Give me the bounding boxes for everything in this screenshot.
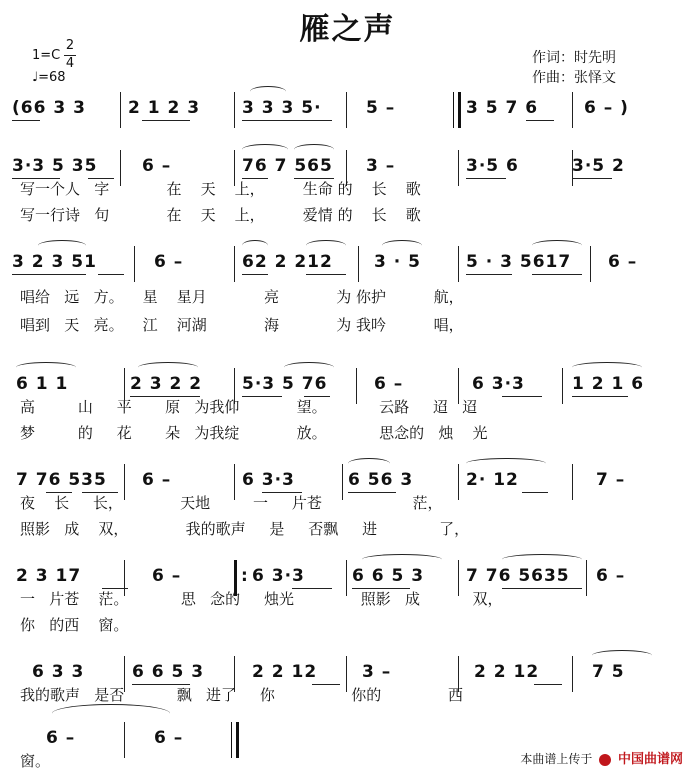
measure: 3 – bbox=[366, 156, 396, 176]
tie bbox=[52, 704, 170, 723]
measure: 3 2 3 51 bbox=[12, 252, 97, 272]
measure: 3·5 2 bbox=[572, 156, 625, 176]
measure: 6 3·3 bbox=[472, 374, 525, 394]
measure: 6 56 3 bbox=[348, 470, 414, 490]
barline bbox=[346, 92, 347, 128]
measure: 5 · 3 5617 bbox=[466, 252, 572, 272]
lyric-line: 唱给 远 方。 星 星月 亮 为 你护 航， bbox=[20, 288, 464, 306]
slur bbox=[294, 144, 334, 155]
beam bbox=[466, 274, 512, 275]
measure: 6 – bbox=[608, 252, 638, 272]
barline bbox=[590, 246, 591, 282]
measure: 7 5 bbox=[592, 662, 625, 682]
measure: 6 – bbox=[596, 566, 626, 586]
barline bbox=[134, 246, 135, 282]
measure: 6 – bbox=[142, 470, 172, 490]
lyric-line: 高 山 平 原 为我仰 望。 云路 迢 迢 bbox=[20, 398, 478, 416]
site-logo-icon bbox=[599, 754, 611, 766]
measure: 2 3 2 2 bbox=[130, 374, 203, 394]
measure: 3 3 3 5· bbox=[242, 98, 322, 118]
notes-row bbox=[12, 92, 672, 128]
slur bbox=[38, 240, 86, 251]
lyric-line: 写一行诗 句 在 天 上， 爱情 的 长 歌 bbox=[20, 206, 421, 224]
beam bbox=[12, 274, 86, 275]
measure: (66 3 3 bbox=[12, 98, 86, 118]
measure: 7 76 535 bbox=[16, 470, 107, 490]
beam bbox=[142, 120, 190, 121]
barline bbox=[234, 246, 235, 282]
notes-row bbox=[12, 246, 672, 282]
measure: 3 · 5 bbox=[374, 252, 421, 272]
measure: 6 – bbox=[154, 728, 184, 748]
slur bbox=[242, 144, 288, 155]
measure: 62 2 212 bbox=[242, 252, 333, 272]
measure: 6 – ) bbox=[584, 98, 629, 118]
beam bbox=[12, 120, 40, 121]
measure: 1 2 1 6 bbox=[572, 374, 645, 394]
slur bbox=[306, 240, 346, 251]
measure: 76 7 565 bbox=[242, 156, 333, 176]
measure: 6 – bbox=[46, 728, 76, 748]
measure: 2 3 17 bbox=[16, 566, 82, 586]
slur bbox=[382, 240, 422, 251]
barline bbox=[234, 92, 235, 128]
beam bbox=[242, 120, 332, 121]
time-signature-bottom: 4 bbox=[65, 56, 75, 71]
key-signature: 1=C bbox=[32, 48, 61, 63]
measure: 2 1 2 3 bbox=[128, 98, 201, 118]
lyricist: 作词：时先明 bbox=[532, 50, 616, 66]
slur bbox=[532, 240, 582, 251]
measure: 6 3 3 bbox=[32, 662, 85, 682]
slur bbox=[592, 650, 652, 661]
slur bbox=[284, 362, 334, 373]
beam bbox=[98, 274, 124, 275]
slur bbox=[502, 554, 582, 565]
tempo-marking: ♩=68 bbox=[32, 70, 66, 85]
barline bbox=[358, 246, 359, 282]
measure: 6 6 5 3 bbox=[132, 662, 205, 682]
barline-double bbox=[458, 92, 461, 128]
measure: 7 – bbox=[596, 470, 626, 490]
slur bbox=[138, 362, 198, 373]
credits bbox=[532, 48, 616, 88]
measure: 3·3 5 35 bbox=[12, 156, 98, 176]
lyric-line: 窗。 bbox=[20, 752, 51, 770]
lyric-line: 我的歌声 是否 飘 进了 你 你的 西 bbox=[20, 686, 463, 704]
measure: 6 6 5 3 bbox=[352, 566, 425, 586]
measure: 7 76 5635 bbox=[466, 566, 570, 586]
beam bbox=[306, 274, 346, 275]
lyric-line: 一 片苍 茫。 思 念的 烛光 照影 成 双， bbox=[20, 590, 503, 608]
beam bbox=[532, 274, 582, 275]
barline bbox=[458, 246, 459, 282]
footer-text: 本曲谱上传于 bbox=[520, 752, 593, 766]
measure: 3 – bbox=[362, 662, 392, 682]
slur bbox=[572, 362, 642, 373]
slur bbox=[466, 458, 546, 469]
measure: 5·3 5 76 bbox=[242, 374, 328, 394]
footer-brand-link[interactable]: 中国曲谱网 bbox=[617, 752, 683, 767]
lyric-line: 唱到 天 亮。 江 河湖 海 为 我吟 唱， bbox=[20, 316, 464, 334]
slur bbox=[250, 86, 286, 97]
measure: 6 3·3 bbox=[252, 566, 305, 586]
song-title: 雁之声 bbox=[299, 12, 396, 47]
measure: 3 5 7 6 bbox=[466, 98, 539, 118]
measure: 2· 12 bbox=[466, 470, 519, 490]
measure: 6 – bbox=[142, 156, 172, 176]
measure: 2 2 12 bbox=[252, 662, 318, 682]
measure: 5 – bbox=[366, 98, 396, 118]
slur bbox=[348, 458, 390, 469]
lyric-line: 照影 成 双， 我的歌声 是 否飘 进 了， bbox=[20, 520, 470, 538]
slur bbox=[16, 362, 76, 373]
lyric-line: 夜 长 长， 天地 一 片苍 茫， bbox=[20, 494, 443, 512]
measure: 6 – bbox=[374, 374, 404, 394]
measure: 3·5 6 bbox=[466, 156, 519, 176]
measure: 6 3·3 bbox=[242, 470, 295, 490]
barline bbox=[120, 92, 121, 128]
slur bbox=[242, 240, 268, 251]
composer: 作曲：张怿文 bbox=[532, 70, 616, 86]
slur bbox=[362, 554, 442, 565]
lyric-line: 你 的西 窗。 bbox=[20, 616, 129, 634]
beam bbox=[526, 120, 554, 121]
measure: 6 – bbox=[154, 252, 184, 272]
measure: 6 1 1 bbox=[16, 374, 69, 394]
beam bbox=[242, 274, 268, 275]
lyric-line: 写一个人 字 在 天 上， 生命 的 长 歌 bbox=[20, 180, 421, 198]
measure: 6 – bbox=[152, 566, 182, 586]
lyric-line: 梦 的 花 朵 为我绽 放。 思念的 烛 光 bbox=[20, 424, 488, 442]
time-signature-top: 2 bbox=[65, 38, 75, 53]
footer-credit bbox=[520, 748, 683, 767]
measure: 2 2 12 bbox=[474, 662, 540, 682]
barline bbox=[572, 92, 573, 128]
